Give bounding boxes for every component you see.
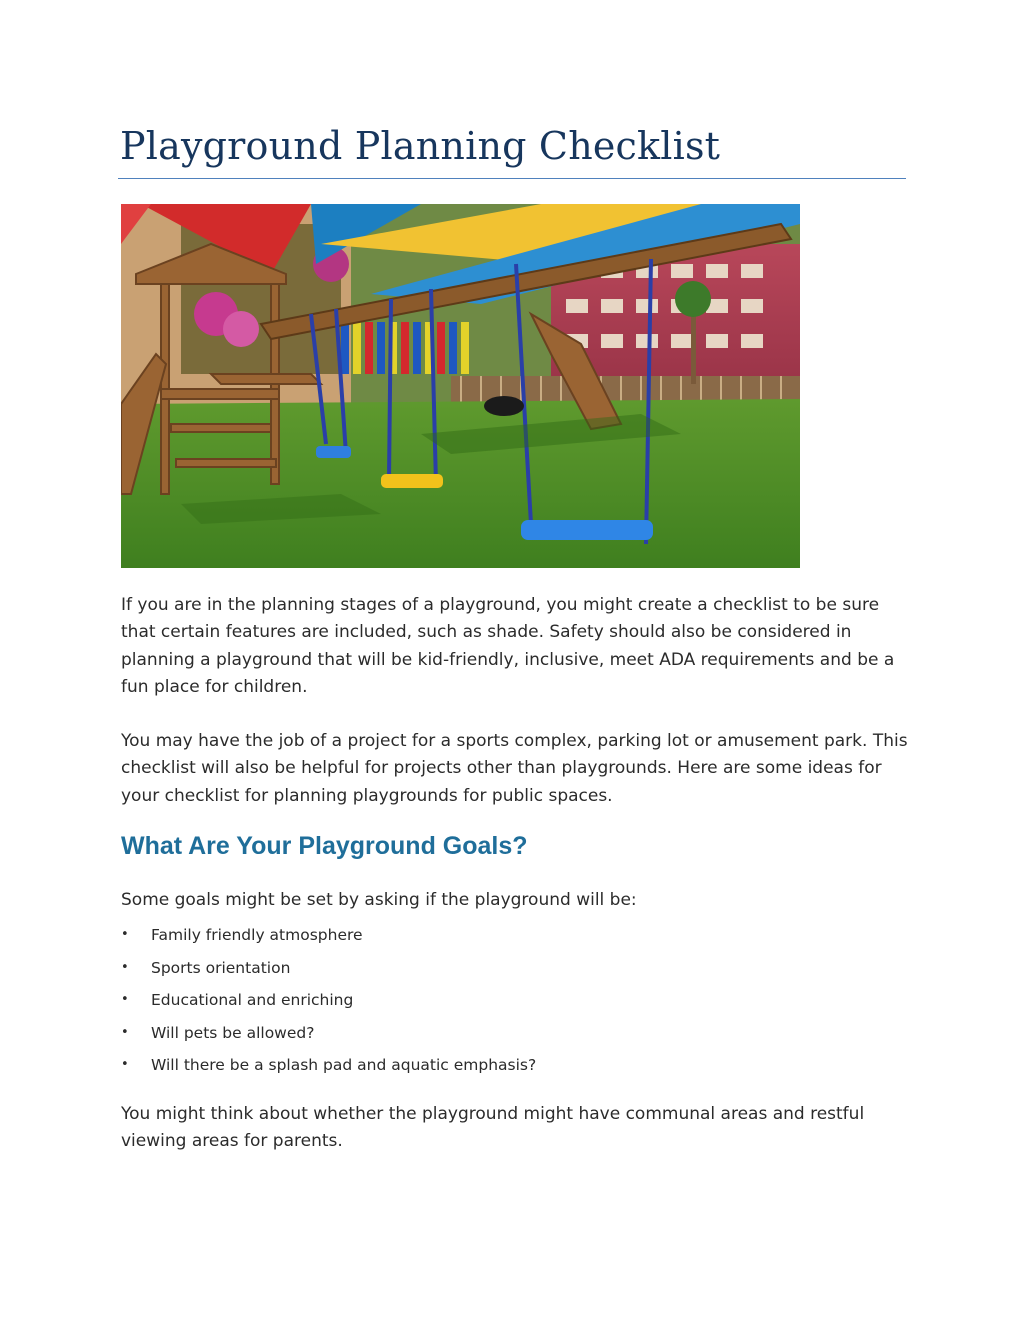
page-title: Playground Planning Checklist — [120, 124, 721, 168]
bullet-icon: • — [121, 959, 129, 975]
bullet-icon: • — [121, 927, 129, 942]
closing-paragraph: You might think about whether the playground might have communal areas and restful viewing areas for parents. — [121, 1104, 865, 1152]
list-item-text: Family friendly atmosphere — [151, 926, 363, 944]
goals-intro: Some goals might be set by asking if the playground will be: — [121, 890, 637, 910]
context-paragraph: You may have the job of a project for a sports complex, parking lot or amusement park. This checklist will also be helpful for projects other than playgrounds. Here are some ideas for your checklist for planning playgrounds for public spaces. — [121, 731, 908, 806]
title-underline — [118, 178, 906, 179]
list-item-text: Will pets be allowed? — [151, 1023, 315, 1042]
playground-photo — [121, 204, 800, 568]
list-item-text: Will there be a splash pad and aquatic emphasis? — [151, 1056, 537, 1075]
list-item-text: Sports orientation — [151, 958, 291, 977]
intro-paragraph: If you are in the planning stages of a playground, you might create a checklist to be sure that certain features are included, such as shade. Safety should also be considered in planning a playground that will be kid-friendly, inclusive, meet ADA requirements and be a fun place for children. — [121, 595, 895, 697]
bullet-icon: • — [121, 1057, 129, 1073]
bullet-icon: • — [121, 992, 129, 1008]
list-item-text: Educational and enriching — [151, 991, 354, 1010]
bullet-icon: • — [121, 1024, 129, 1040]
section-heading: What Are Your Playground Goals? — [121, 832, 528, 860]
